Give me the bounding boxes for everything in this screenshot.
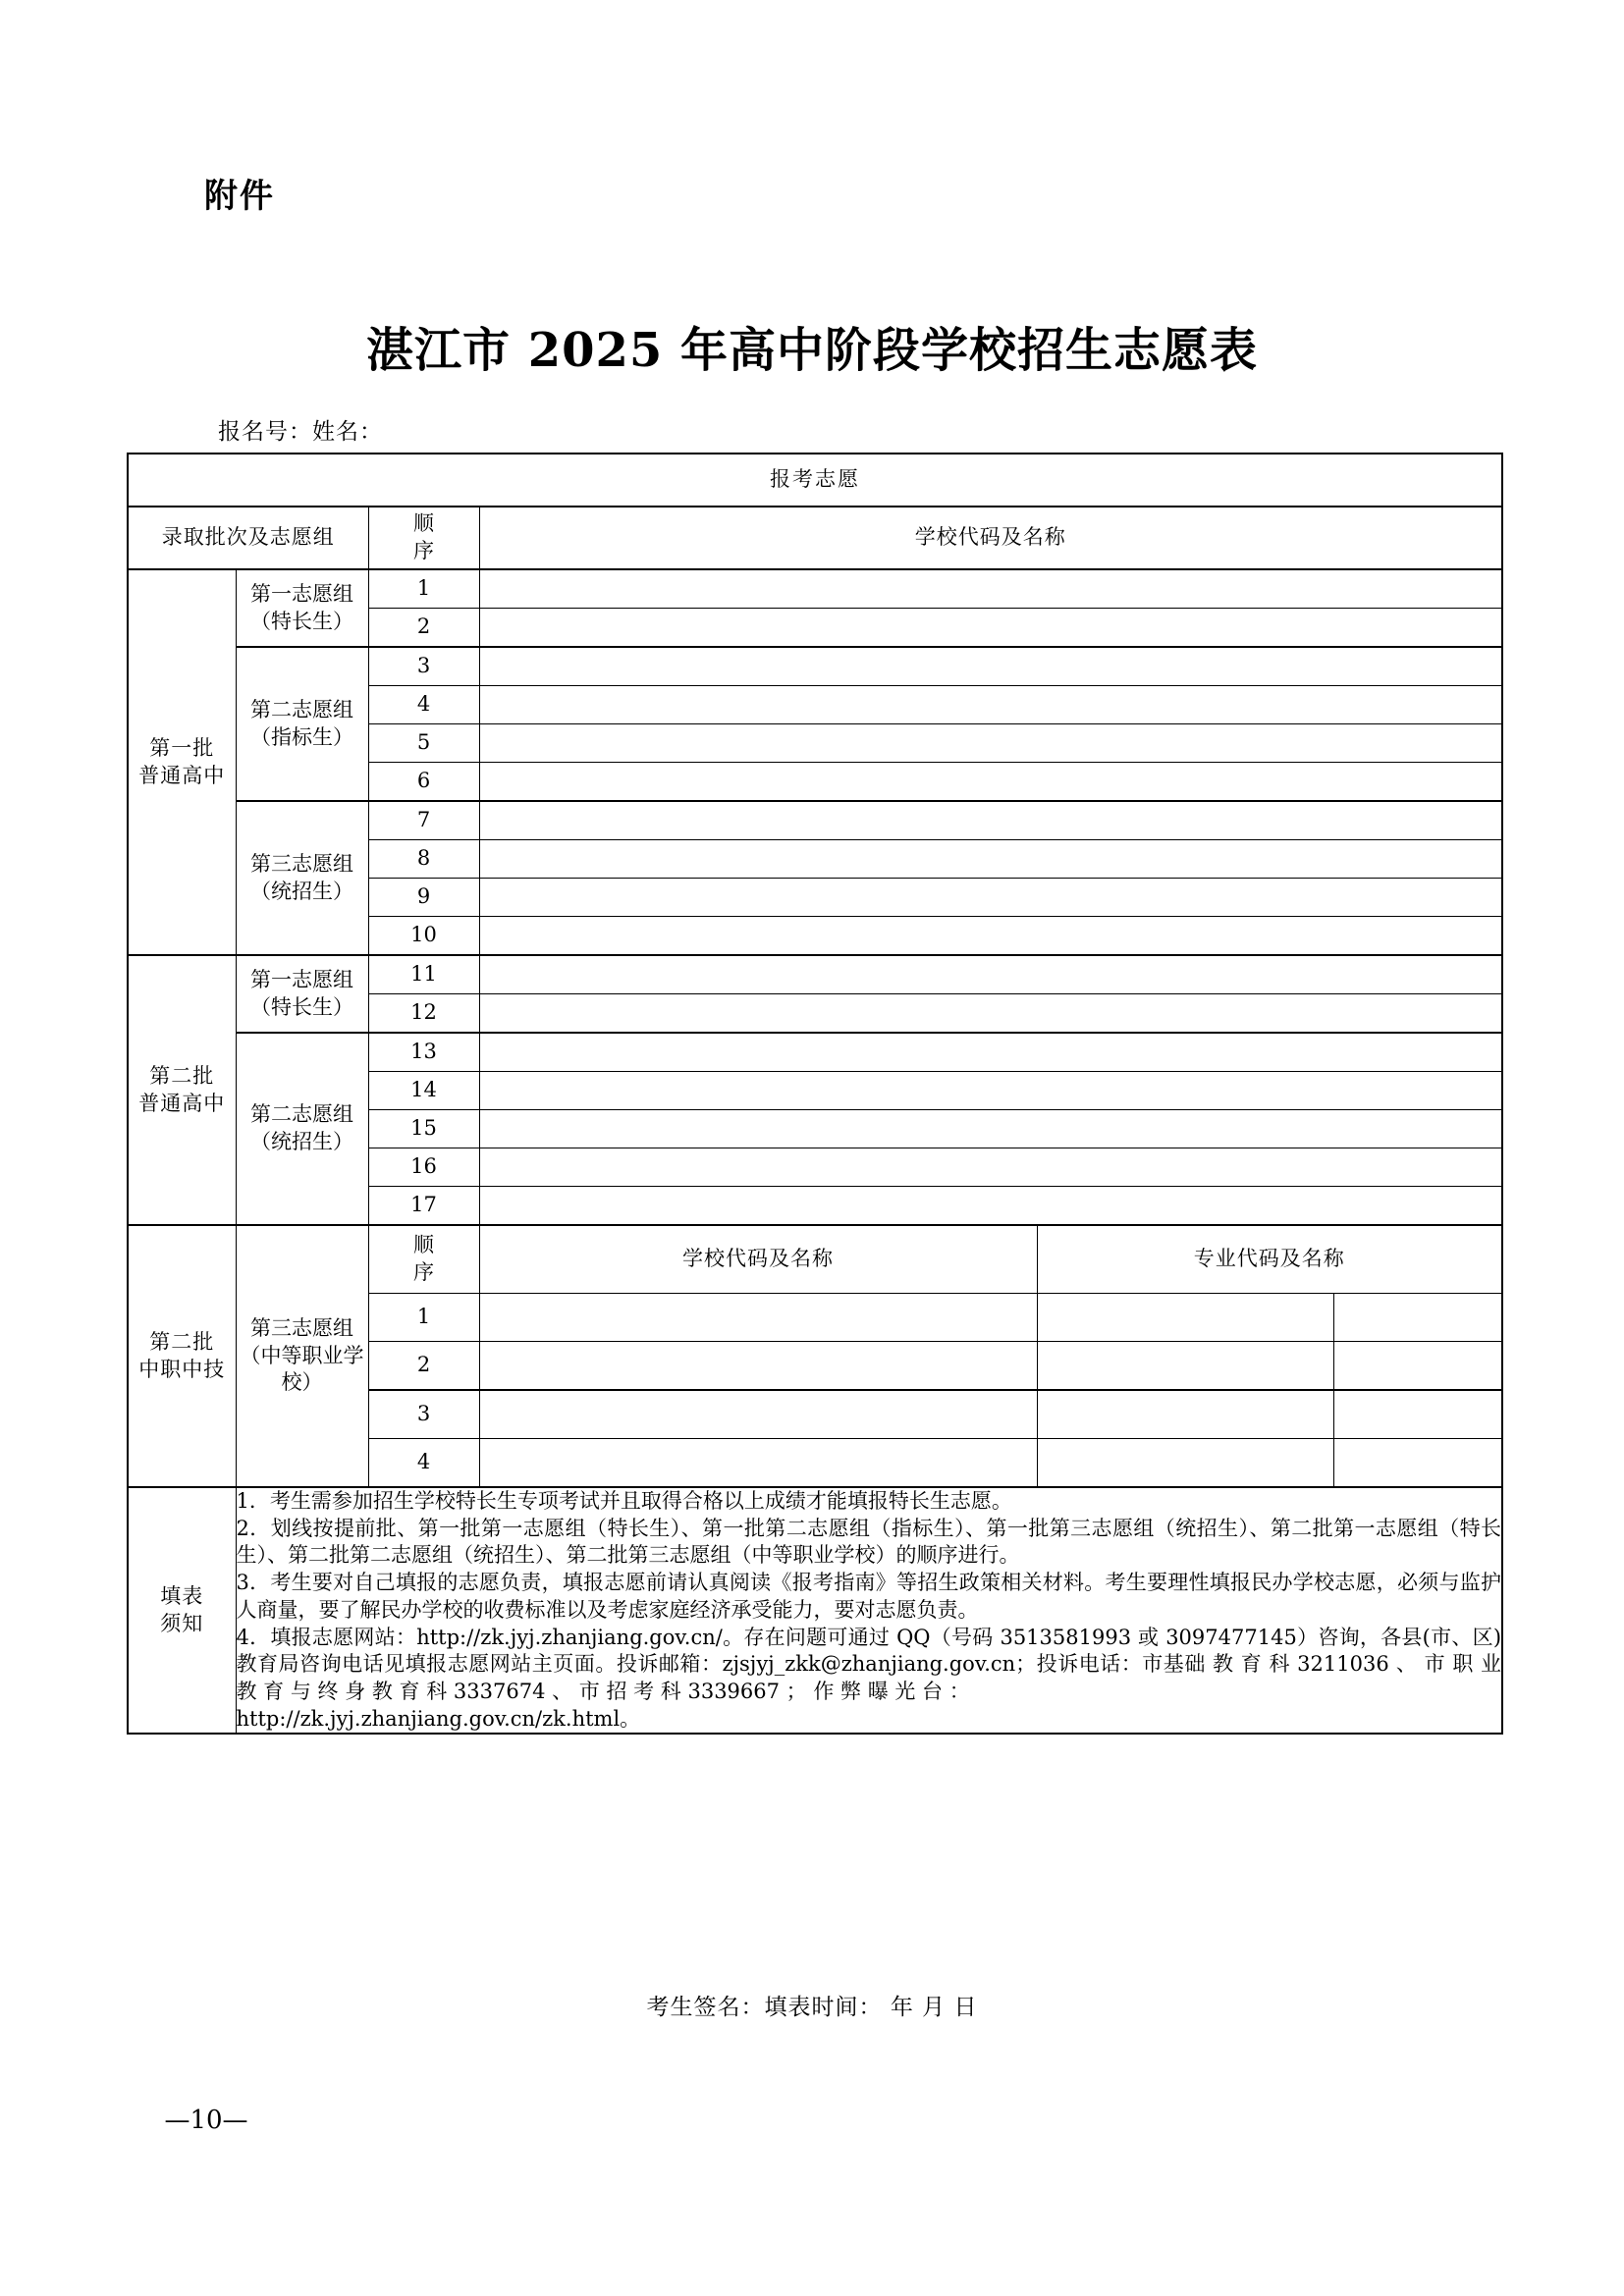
header-school-code-name-vocational: 学校代码及名称 (479, 1225, 1037, 1294)
table-row (128, 1225, 1502, 1294)
seq-cell-voc-1: 1 (368, 1294, 479, 1342)
group-label-2-2-l2: （统招生） (250, 1130, 353, 1153)
school-input-cell-6[interactable] (479, 763, 1502, 802)
seq-cell-17: 17 (368, 1187, 479, 1226)
seq-cell-10: 10 (368, 917, 479, 956)
page-number: —10— (164, 2106, 248, 2135)
batch-label-3-l2: 中职中技 (138, 1357, 226, 1381)
school-input-cell-1[interactable] (479, 569, 1502, 609)
header-sequence-vocational (368, 1225, 479, 1294)
header-batch-group: 录取批次及志愿组 (128, 507, 368, 569)
voc-school-input-cell-2[interactable] (479, 1342, 1037, 1391)
note-item-3: 3．考生要对自己填报的志愿负责，填报志愿前请认真阅读《报考指南》等招生政策相关材料。考生要理性填报民办学校志愿，必须与监护人商量，要了解民办学校的收费标准以及考虑家庭经济承受能力，要对志愿负责。 (236, 1571, 1502, 1622)
seq-cell-1: 1 (368, 569, 479, 609)
table-row (128, 955, 1502, 994)
seq-cell-16: 16 (368, 1148, 479, 1187)
voc-major-input-cell-4a[interactable] (1037, 1439, 1333, 1488)
group-label-2-2 (236, 1033, 368, 1225)
group-label-3-1-l3: 校） (281, 1370, 323, 1395)
notes-body (236, 1487, 1502, 1734)
batch-label-1-l2: 普通高中 (138, 763, 226, 787)
volunteer-table (127, 453, 1503, 1735)
table-banner: 报考志愿 (128, 454, 1502, 507)
group-label-2-1-l1: 第一志愿组 (250, 967, 353, 991)
note-item-4: 4．填报志愿网站：http://zk.jyj.zhanjiang.gov.cn/。存在问题可通过 QQ（号码 3513581993 或 3097477145）咨询，各县(市、区)教育局咨询电话见填报志愿网站主页面。投诉邮箱：zjsjyj_zkk@zhanjiang.gov.cn；投诉电话：市基础 教 育 科 3211036 、 市 职 业 教 育 与 终 身 教 育 科 3337674 、 市 招 考 科 3339667 ； 作 弊 曝 光 台 ： (236, 1625, 1502, 1704)
seq-cell-9: 9 (368, 879, 479, 917)
seq-cell-14: 14 (368, 1072, 479, 1110)
note-item-2: 2．划线按提前批、第一批第一志愿组（特长生）、第一批第二志愿组（指标生）、第一批第三志愿组（统招生）、第二批第一志愿组（特长生）、第二批第二志愿组（统招生）、第二批第三志愿组（中等职业学校）的顺序进行。 (236, 1516, 1502, 1568)
notes-label (128, 1487, 236, 1734)
seq-cell-5: 5 (368, 724, 479, 763)
school-input-cell-17[interactable] (479, 1187, 1502, 1226)
table-row (128, 801, 1502, 840)
seq-cell-3: 3 (368, 647, 479, 686)
batch-label-1-l1: 第一批 (149, 735, 215, 760)
school-input-cell-8[interactable] (479, 840, 1502, 879)
signature-line: 考生签名：填表时间： 年 月 日 (646, 1995, 978, 2020)
volunteer-table-wrapper (127, 453, 1501, 1735)
voc-school-input-cell-4[interactable] (479, 1439, 1037, 1488)
table-row (128, 647, 1502, 686)
registration-line: 报名号：姓名： (218, 419, 383, 445)
voc-major-input-cell-1a[interactable] (1037, 1294, 1333, 1342)
notes-label-l1: 填表 (160, 1584, 204, 1609)
school-input-cell-11[interactable] (479, 955, 1502, 994)
header-sequence (368, 507, 479, 569)
note-item-4-continued: http://zk.jyj.zhanjiang.gov.cn/zk.html。 (236, 1706, 641, 1731)
seq-cell-13: 13 (368, 1033, 479, 1072)
group-label-3-1-l2: （中等职业学 (240, 1343, 364, 1367)
seq-cell-15: 15 (368, 1110, 479, 1148)
seq-cell-8: 8 (368, 840, 479, 879)
voc-major-input-cell-2a[interactable] (1037, 1342, 1333, 1391)
group-label-1-3 (236, 801, 368, 955)
table-row (128, 569, 1502, 609)
seq-cell-2: 2 (368, 609, 479, 648)
batch-label-2-l1: 第二批 (149, 1063, 215, 1088)
voc-major-input-cell-3a[interactable] (1037, 1390, 1333, 1439)
seq-cell-voc-4: 4 (368, 1439, 479, 1488)
seq-cell-6: 6 (368, 763, 479, 802)
school-input-cell-12[interactable] (479, 994, 1502, 1034)
group-label-1-2 (236, 647, 368, 801)
attachment-label: 附件 (204, 177, 275, 216)
school-input-cell-13[interactable] (479, 1033, 1502, 1072)
voc-major-input-cell-2b[interactable] (1333, 1342, 1502, 1391)
school-input-cell-4[interactable] (479, 686, 1502, 724)
header-sequence-voc-l2: 序 (413, 1260, 434, 1284)
header-school-code-name: 学校代码及名称 (479, 507, 1502, 569)
seq-cell-4: 4 (368, 686, 479, 724)
voc-major-input-cell-1b[interactable] (1333, 1294, 1502, 1342)
group-label-2-1-l2: （特长生） (250, 994, 353, 1019)
school-input-cell-14[interactable] (479, 1072, 1502, 1110)
seq-cell-12: 12 (368, 994, 479, 1034)
header-sequence-voc-l1: 顺 (413, 1233, 434, 1257)
header-sequence-l1: 顺 (413, 511, 434, 536)
table-header-row (128, 507, 1502, 569)
group-label-1-1-l2: （特长生） (250, 609, 353, 633)
page-title: 湛江市 2025 年高中阶段学校招生志愿表 (365, 323, 1259, 378)
school-input-cell-15[interactable] (479, 1110, 1502, 1148)
seq-cell-7: 7 (368, 801, 479, 840)
voc-major-input-cell-3b[interactable] (1333, 1390, 1502, 1439)
school-input-cell-16[interactable] (479, 1148, 1502, 1187)
seq-cell-voc-2: 2 (368, 1342, 479, 1391)
group-label-1-2-l2: （指标生） (250, 724, 353, 749)
group-label-1-1-l1: 第一志愿组 (250, 581, 353, 606)
school-input-cell-7[interactable] (479, 801, 1502, 840)
batch-label-1 (128, 569, 236, 955)
batch-label-3-l1: 第二批 (149, 1329, 215, 1354)
voc-school-input-cell-1[interactable] (479, 1294, 1037, 1342)
school-input-cell-3[interactable] (479, 647, 1502, 686)
group-label-3-1 (236, 1225, 368, 1487)
table-banner-row (128, 454, 1502, 507)
voc-school-input-cell-3[interactable] (479, 1390, 1037, 1439)
voc-major-input-cell-4b[interactable] (1333, 1439, 1502, 1488)
school-input-cell-10[interactable] (479, 917, 1502, 956)
notes-label-l2: 须知 (160, 1611, 204, 1635)
group-label-1-3-l1: 第三志愿组 (250, 851, 353, 876)
header-major-code-name: 专业代码及名称 (1037, 1225, 1502, 1294)
seq-cell-voc-3: 3 (368, 1390, 479, 1439)
notes-row (128, 1487, 1502, 1734)
batch-label-3 (128, 1225, 236, 1487)
table-row (128, 1033, 1502, 1072)
group-label-1-1 (236, 569, 368, 647)
group-label-1-3-l2: （统招生） (250, 879, 353, 903)
batch-label-2-l2: 普通高中 (138, 1091, 226, 1115)
school-input-cell-9[interactable] (479, 879, 1502, 917)
group-label-2-1 (236, 955, 368, 1033)
school-input-cell-5[interactable] (479, 724, 1502, 763)
school-input-cell-2[interactable] (479, 609, 1502, 648)
group-label-3-1-l1: 第三志愿组 (250, 1315, 353, 1340)
group-label-2-2-l1: 第二志愿组 (250, 1102, 353, 1127)
seq-cell-11: 11 (368, 955, 479, 994)
group-label-1-2-l1: 第二志愿组 (250, 697, 353, 721)
header-sequence-l2: 序 (413, 539, 434, 562)
note-item-1: 1．考生需参加招生学校特长生专项考试并且取得合格以上成绩才能填报特长生志愿。 (236, 1489, 1012, 1513)
batch-label-2 (128, 955, 236, 1225)
